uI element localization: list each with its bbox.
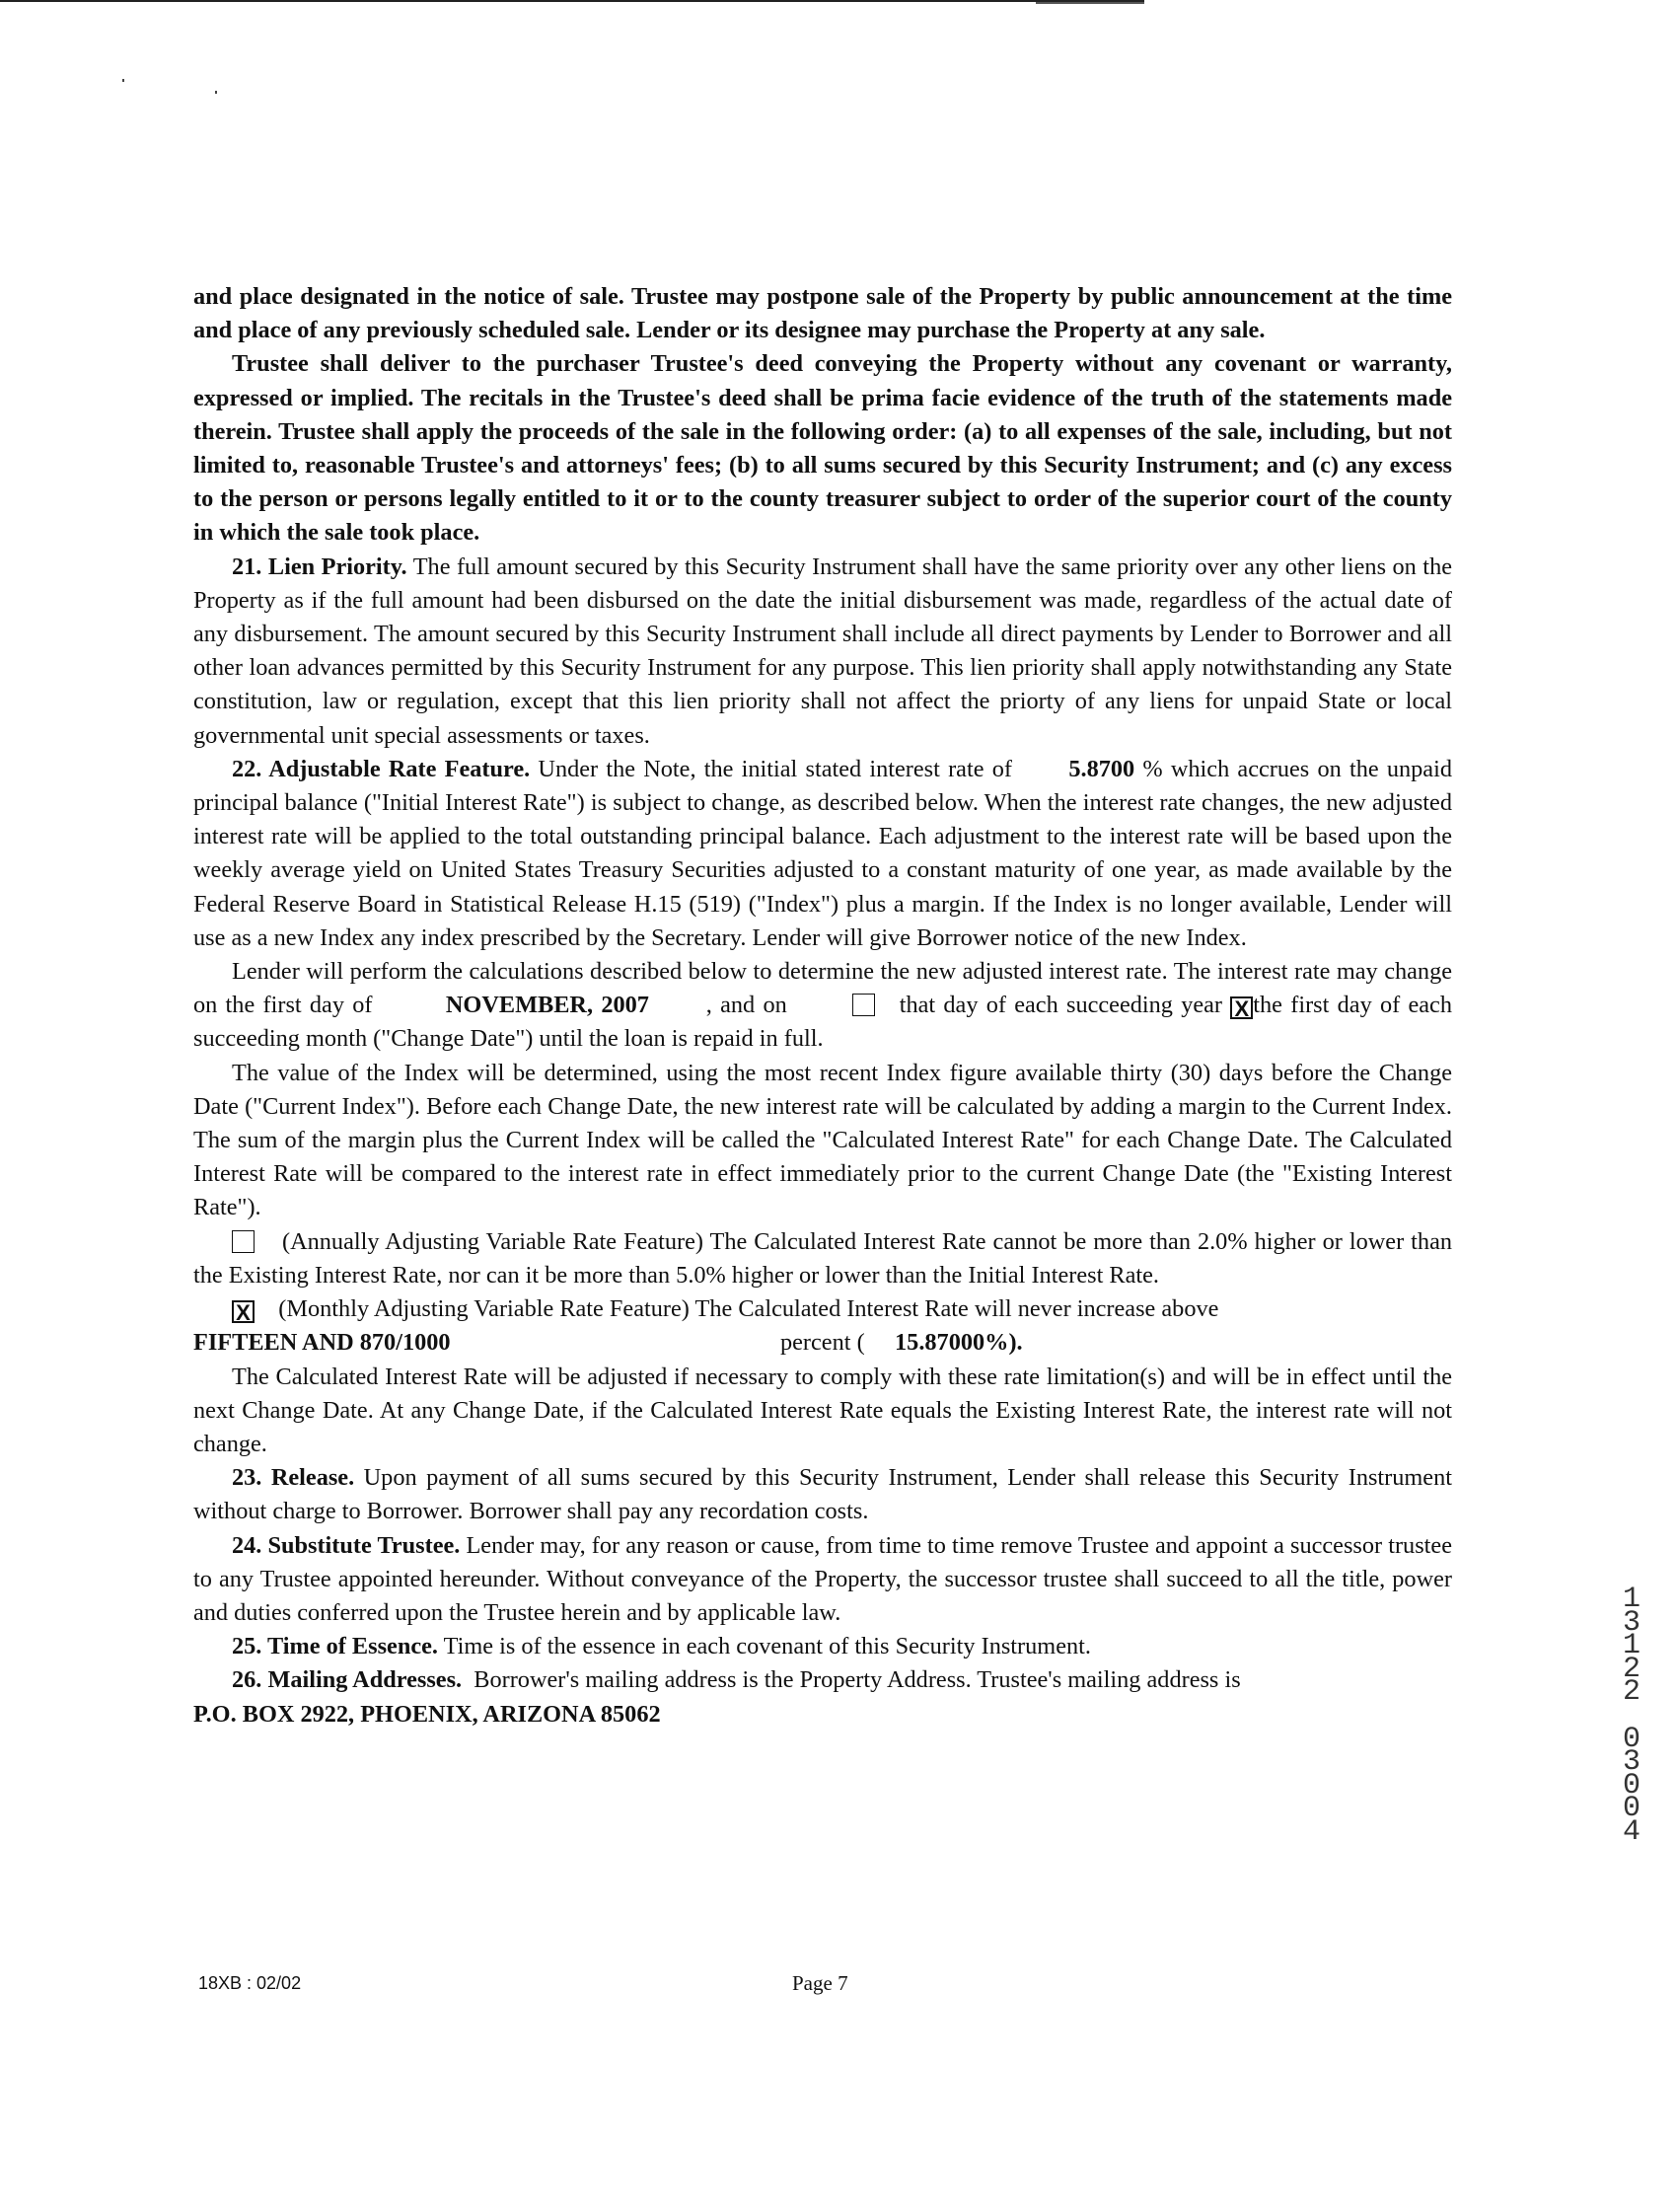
recording-number-stamp: 1 3 1 2 2 0 3 0 0 4 [1622,1583,1641,1849]
section-text: Under the Note, the initial stated interest rate of [538,755,1012,782]
yearly-checkbox[interactable] [852,994,875,1016]
section-24-substitute-trustee [193,1529,1452,1631]
paragraph-sale-designation: and place designated in the notice of sale. Trustee may postpone sale of the Property by public announcement at the time and place of any previously scheduled sale. Lender or its designee may purchase the Property at any sale. [193,283,1452,344]
checkbox-label: that day of each succeeding year [899,992,1223,1019]
rate-cap-line [193,1326,1452,1360]
scan-edge-line [0,0,1144,2]
checkbox-label: the first day of each succeeding month ("Change Date") until the loan is repaid in full. [193,992,1452,1053]
section-text: Lender may, for any reason or cause, from time to time remove Trustee and appoint a successor trustee to any Trustee appointed hereunder. Without conveyance of the Property, the successor trustee shall succeed to all the title, power and duties conferred upon the Trustee herein and by applicable law. [193,1531,1452,1626]
paragraph-index-value: The value of the Index will be determined, using the most recent Index figure available thirty (30) days before the Change Date ("Current Index"). Before each Change Date, the new interest rate will be calculated by adding a margin to the Current Index. The sum of the margin plus the Current Index will be called the "Calculated Interest Rate" for each Change Date. The Calculated Interest Rate will be compared to the interest rate in effect immediately prior to the current Change Date (the "Existing Interest Rate"). [193,1059,1452,1221]
section-text: Lender will perform the calculations described below to determine the new adjusted interest rate. The interest rate may change on the first day of [193,958,1452,1019]
initial-rate-value: 5.8700 [1068,755,1135,782]
paragraph-monthly-feature [193,1292,1452,1326]
section-heading: 26. Mailing Addresses. [232,1666,463,1694]
paragraph-trustee-deed: Trustee shall deliver to the purchaser Trustee's deed conveying the Property without any covenant or warranty, expressed or implied. The recitals in the Trustee's deed shall be prima facie evidence of the truth of the statements made therein. Trustee shall apply the proceeds of the sale in the following order: (a) to all expenses of the sale, including, but not limited to, reasonable Trustee's and attorneys' fees; (b) to all sums secured by this Security Instrument; and (c) any excess to the person or persons legally entitled to it or to the county treasurer subject to order of the superior court of the county in which the sale took place. [193,350,1452,547]
percent-label: percent ( [780,1329,865,1357]
paragraph-rate-adjustment: The Calculated Interest Rate will be adjusted if necessary to comply with these rate limitation(s) and will be in effect until the next Change Date. At any Change Date, if the Calculated Interest Rate equals the Existing Interest Rate, the interest rate will not change. [193,1363,1452,1457]
section-26-mailing-addresses [193,1663,1452,1697]
section-text: Time is of the essence in each covenant of this Security Instrument. [443,1633,1091,1660]
section-text: (Monthly Adjusting Variable Rate Feature) The Calculated Interest Rate will never increase above [278,1295,1219,1323]
page-number: Page 7 [792,1971,848,1995]
scan-speck [122,79,124,82]
section-heading: 22. Adjustable Rate Feature. [232,755,531,782]
section-text: (Annually Adjusting Variable Rate Feature) The Calculated Interest Rate cannot be more than 2.0% higher or lower than the Existing Interest Rate, nor can it be more than 5.0% higher or lower than the Initial Interest Rate. [193,1227,1453,1289]
section-text: The full amount secured by this Security Instrument shall have the same priority over any other liens on the Property as if the full amount had been disbursed on the date the initial disbursement was made, regardless of the actual date of any disbursement. The amount secured by this Security Instrument shall include all direct payments by Lender to Borrower and all other loan advances permitted by this Security Instrument for any purpose. This lien priority shall apply notwithstanding any State constitution, law or regulation, except that this lien priority shall not affect the priorty of any liens for unpaid State or local governmental unit special assessments or taxes. [193,553,1452,749]
section-heading: 23. Release. [232,1464,355,1492]
paragraph-calculations [193,955,1452,1057]
annual-feature-checkbox[interactable] [232,1230,255,1253]
section-23-release [193,1461,1452,1528]
section-text: % which accrues on the unpaid principal balance ("Initial Interest Rate") is subject to change, as described below. When the interest rate changes, the new adjusted interest rate will be applied to the total outstanding principal balance. Each adjustment to the interest rate will be based upon the weekly average yield on United States Treasury Securities adjusted to a constant maturity of one year, as made available by the Federal Reserve Board in Statistical Release H.15 (519) ("Index") plus a margin. If the Index is no longer available, Lender will use as a new Index any index prescribed by the Secretary. Lender will give Borrower notice of the new Index. [193,755,1452,951]
section-21-lien-priority [193,551,1452,753]
rate-cap-value: 15.87000 [895,1329,985,1357]
monthly-checkbox[interactable]: X [1230,996,1253,1019]
change-date-value: NOVEMBER, 2007 [445,992,649,1019]
paragraph-annual-feature [193,1225,1452,1292]
section-heading: 21. Lien Priority. [232,553,407,580]
document-body [193,280,1452,1732]
section-22-adjustable-rate [193,753,1452,955]
form-number: 18XB : 02/02 [198,1973,302,1993]
section-text: Upon payment of all sums secured by this Security Instrument, Lender shall release this Security Instrument without charge to Borrower. Borrower shall pay any recordation costs. [193,1464,1452,1525]
rate-cap-words: FIFTEEN AND 870/1000 [193,1329,451,1357]
monthly-feature-checkbox[interactable]: X [232,1300,255,1323]
scan-speck [215,91,217,94]
section-heading: 25. Time of Essence. [232,1633,438,1660]
trustee-address: P.O. BOX 2922, PHOENIX, ARIZONA 85062 [193,1700,661,1728]
section-text: , and on [705,992,787,1019]
section-25-time-of-essence [193,1630,1452,1663]
percent-close: %). [984,1329,1023,1357]
section-heading: 24. Substitute Trustee. [232,1531,461,1559]
scan-edge-line [1036,2,1144,4]
section-text: Borrower's mailing address is the Property Address. Trustee's mailing address is [474,1666,1241,1694]
